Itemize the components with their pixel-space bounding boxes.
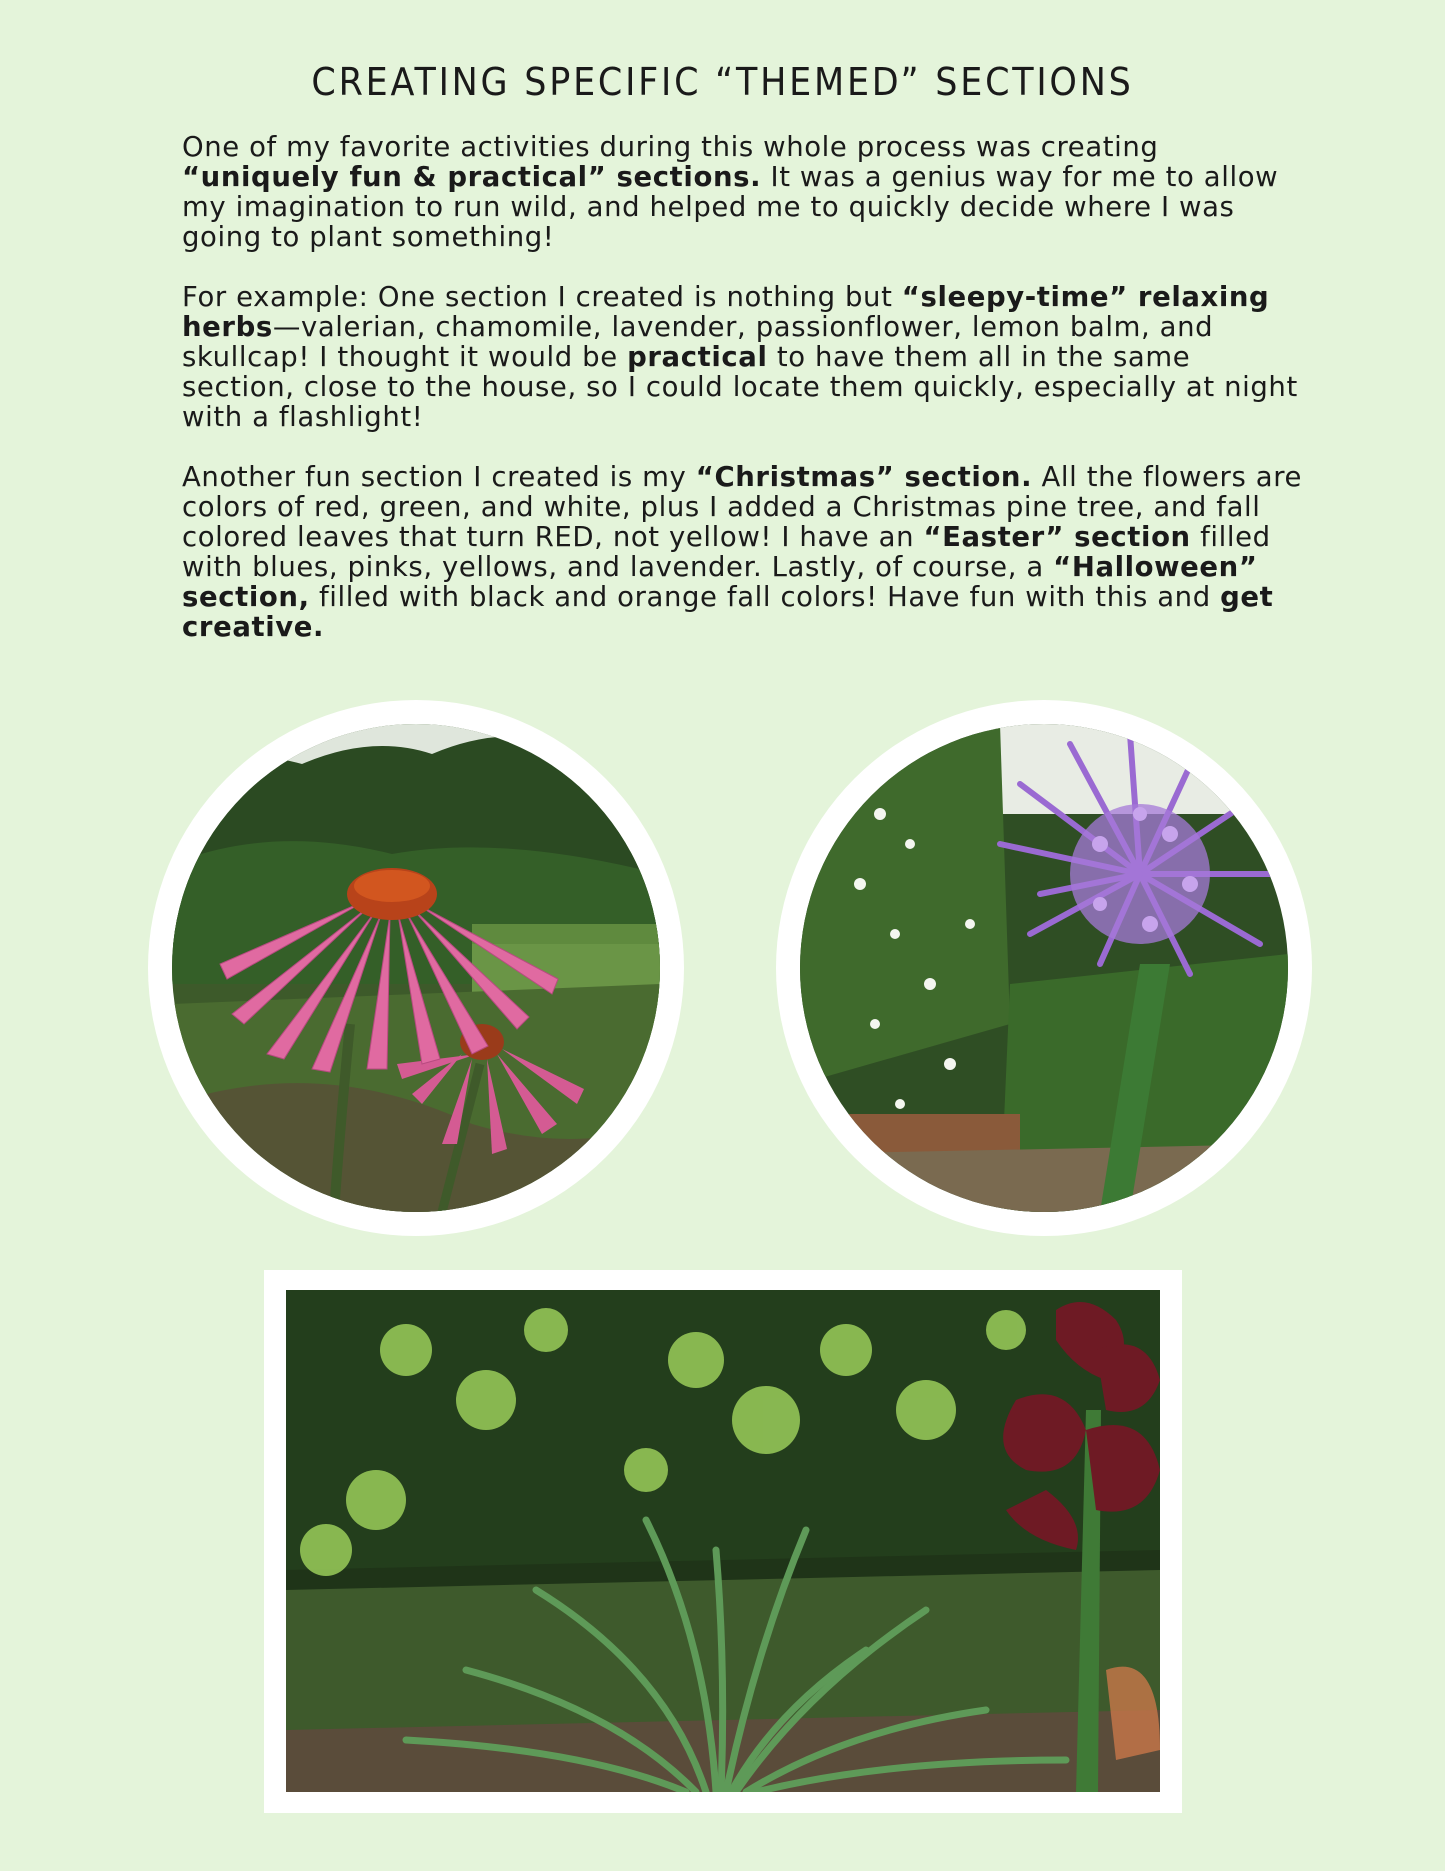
coneflower-photo — [172, 724, 660, 1212]
text-run: —valerian, chamomile, lavender, passionflower, lemon balm, and skullcap! I thought it would be — [182, 311, 1214, 373]
text-run: Another fun section I created is my — [182, 461, 696, 493]
paragraph-2 — [182, 282, 1302, 432]
body-text — [182, 132, 1302, 672]
text-run: filled with black and orange fall colors! Have fun with this and — [309, 581, 1221, 613]
allium-photo — [800, 724, 1288, 1212]
text-run: It was a genius way for me to allow my imagination to run wild, and helped me to quickly decide where I was going to plant something! — [182, 161, 1279, 253]
text-run: For example: One section I created is nothing but — [182, 281, 902, 313]
bold-text: “Easter” section — [923, 521, 1191, 553]
text-run: One of my favorite activities during this whole process was creating — [182, 131, 1159, 163]
iris-garden-photo-frame — [264, 1270, 1182, 1813]
coneflower-photo-frame — [148, 700, 684, 1236]
page-title: CREATING SPECIFIC “THEMED” SECTIONS — [311, 60, 1134, 104]
bold-text: practical — [627, 341, 768, 373]
iris-garden-photo — [286, 1290, 1160, 1792]
text-run: to have them all in the same section, close to the house, so I could locate them quickly, especially at night with a flashlight! — [182, 341, 1298, 433]
paragraph-1 — [182, 132, 1302, 252]
text-run: All the flowers are colors of red, green, and white, plus I added a Christmas pine tree, and fall colored leaves that turn RED, not yellow! I have an — [182, 461, 1303, 553]
bold-text: “Halloween” section, — [182, 551, 1258, 613]
paragraph-3 — [182, 462, 1302, 642]
bold-text: “sleepy-time” relaxing herbs — [182, 281, 1270, 343]
text-run: filled with blues, pinks, yellows, and lavender. Lastly, of course, a — [182, 521, 1271, 583]
allium-photo-frame — [776, 700, 1312, 1236]
bold-text: get creative. — [182, 581, 1274, 643]
bold-text: “uniquely fun & practical” sections. — [182, 161, 762, 193]
bold-text: “Christmas” section. — [695, 461, 1033, 493]
